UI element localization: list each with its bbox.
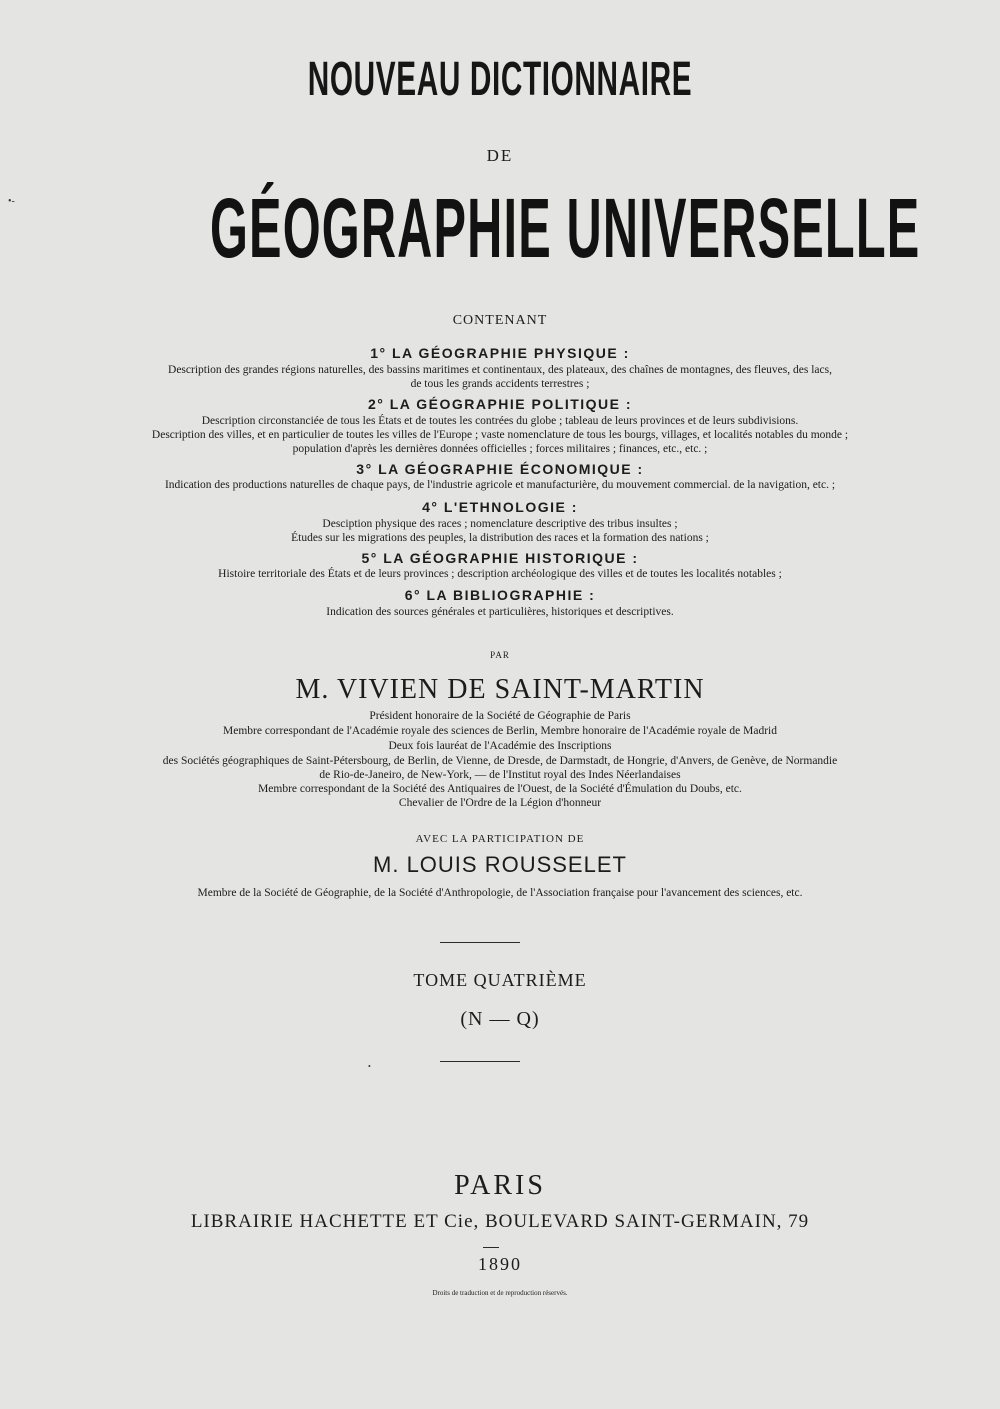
volume-letters: (N — Q) <box>460 1008 540 1030</box>
section-2-line-1: Description circonstanciée de tous les États et de toutes les contrées du globe ; tableau de leurs provinces et de leurs subdivisions. <box>201 415 799 427</box>
section-4-heading: 4° L'ETHNOLOGIE : <box>422 499 578 515</box>
coauthor-credit: Membre de la Société de Géographie, de la Société d'Anthropologie, de l'Association française pour l'avancement des sciences, etc. <box>197 887 803 899</box>
section-2-heading: 2° LA GÉOGRAPHIE POLITIQUE : <box>367 396 633 412</box>
section-1-line-2: de tous les grands accidents terrestres ; <box>410 378 590 390</box>
author-credit-4: des Sociétés géographiques de Saint-Pétersbourg, de Berlin, de Vienne, de Dresde, de Darmstadt, de Hongrie, d'Anvers, de Genève, de Normandie <box>162 755 838 767</box>
section-5-heading: 5° LA GÉOGRAPHIE HISTORIQUE : <box>361 550 639 566</box>
author-credit-1: Président honoraire de la Société de Géographie de Paris <box>369 710 631 722</box>
divider-rule-bottom <box>440 1061 520 1062</box>
author-credit-7: Chevalier de l'Ordre de la Légion d'honneur <box>398 797 602 809</box>
rights-notice: Droits de traduction et de reproduction réservés. <box>432 1289 568 1297</box>
contenant-label: CONTENANT <box>452 313 548 328</box>
section-6-heading: 6° LA BIBLIOGRAPHIE : <box>404 587 596 603</box>
author-name: M. VIVIEN DE SAINT-MARTIN <box>295 674 705 705</box>
publication-year: 1890 <box>478 1254 522 1274</box>
title-line-3: GÉOGRAPHIE UNIVERSELLE <box>210 181 921 275</box>
ink-speck: • <box>368 1062 371 1071</box>
section-1-line-1: Description des grandes régions naturelles, des bassins maritimes et continentaux, des plateaux, des chaînes de montagnes, des fleuves, des lacs, <box>168 364 832 376</box>
section-6-line-1: Indication des sources générales et particulières, historiques et descriptives. <box>326 606 674 618</box>
publication-city: PARIS <box>454 1170 546 1201</box>
title-line-1: NOUVEAU DICTIONNAIRE <box>307 53 693 106</box>
year-rule <box>483 1247 499 1248</box>
author-credit-3: Deux fois lauréat de l'Académie des Inscriptions <box>388 740 612 752</box>
section-5-line-1: Histoire territoriale des États et de leurs provinces ; description archéologique des villes et de toutes les localités notables ; <box>218 568 782 580</box>
section-1-heading: 1° LA GÉOGRAPHIE PHYSIQUE : <box>370 345 630 361</box>
section-4-line-1: Desciption physique des races ; nomenclature descriptive des tribus insultes ; <box>322 518 678 530</box>
participation-label: AVEC LA PARTICIPATION DE <box>415 833 585 845</box>
section-3-line-1: Indication des productions naturelles de chaque pays, de l'industrie agricole et manufacturière, du mouvement commercial. de la navigation, etc. ; <box>164 479 836 491</box>
author-credit-2: Membre correspondant de l'Académie royale des sciences de Berlin, Membre honoraire de l'Académie royale de Madrid <box>222 725 777 737</box>
section-2-line-3: population d'après les dernières données officielles ; forces militaires ; finances, etc., etc. ; <box>292 443 708 455</box>
coauthor-name: M. LOUIS ROUSSELET <box>373 852 627 877</box>
divider-rule-top <box>440 942 520 943</box>
section-4-line-2: Études sur les migrations des peuples, la distribution des races et la formation des nations ; <box>291 532 709 544</box>
par-label: PAR <box>490 650 510 660</box>
title-line-2: DE <box>486 146 514 165</box>
publisher-line: LIBRAIRIE HACHETTE ET Cie, BOULEVARD SAINT-GERMAIN, 79 <box>190 1211 810 1232</box>
stray-mark: •‑ <box>8 196 15 207</box>
author-credit-5: de Rio-de-Janeiro, de New-York, — de l'Institut royal des Indes Néerlandaises <box>319 769 681 781</box>
section-3-heading: 3° LA GÉOGRAPHIE ÉCONOMIQUE : <box>356 461 644 477</box>
section-2-line-2: Description des villes, et en particulier de toutes les villes de l'Europe ; vaste nomenclature de tous les bourgs, villages, et localités notables du monde ; <box>151 429 849 441</box>
volume-label: TOME QUATRIÈME <box>413 970 587 990</box>
author-credit-6: Membre correspondant de la Société des Antiquaires de l'Ouest, de la Société d'Émulation du Doubs, etc. <box>258 783 742 795</box>
